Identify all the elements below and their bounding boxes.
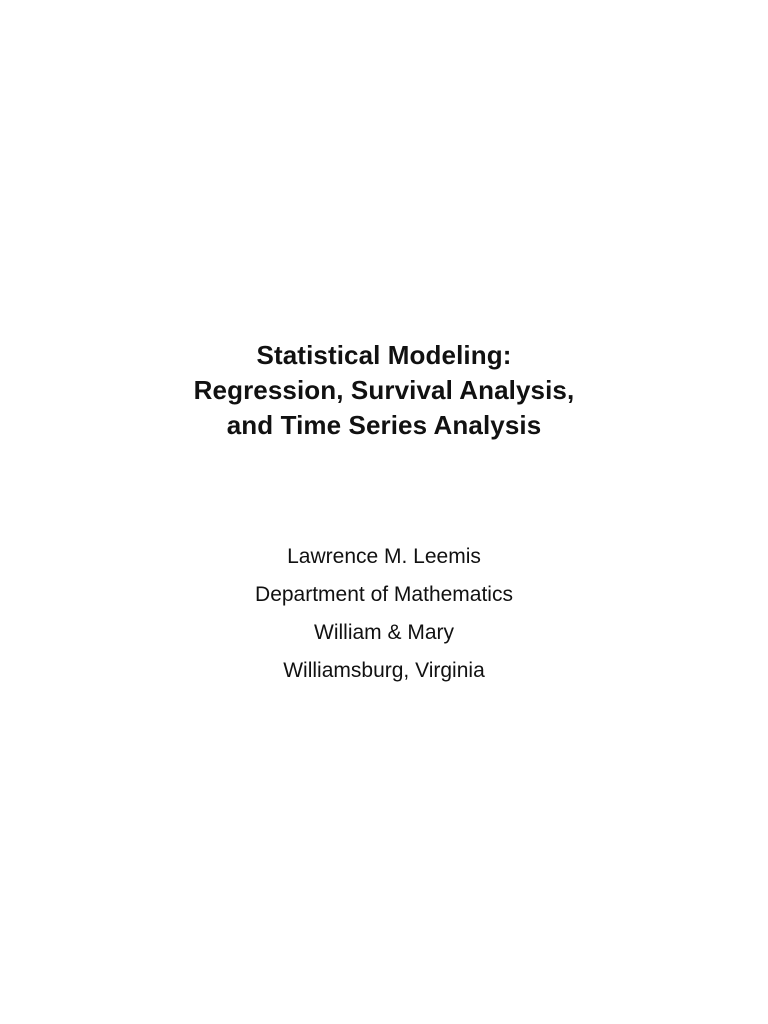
title-line-2: Regression, Survival Analysis, [193,375,575,405]
author-info [0,538,768,690]
book-title [0,338,768,443]
author-location: Williamsburg, Virginia [283,659,485,682]
author-name: Lawrence M. Leemis [287,545,481,568]
author-institution: William & Mary [314,621,454,644]
author-department: Department of Mathematics [255,583,513,606]
title-line-1: Statistical Modeling: [256,340,512,370]
title-line-3: and Time Series Analysis [226,410,542,440]
